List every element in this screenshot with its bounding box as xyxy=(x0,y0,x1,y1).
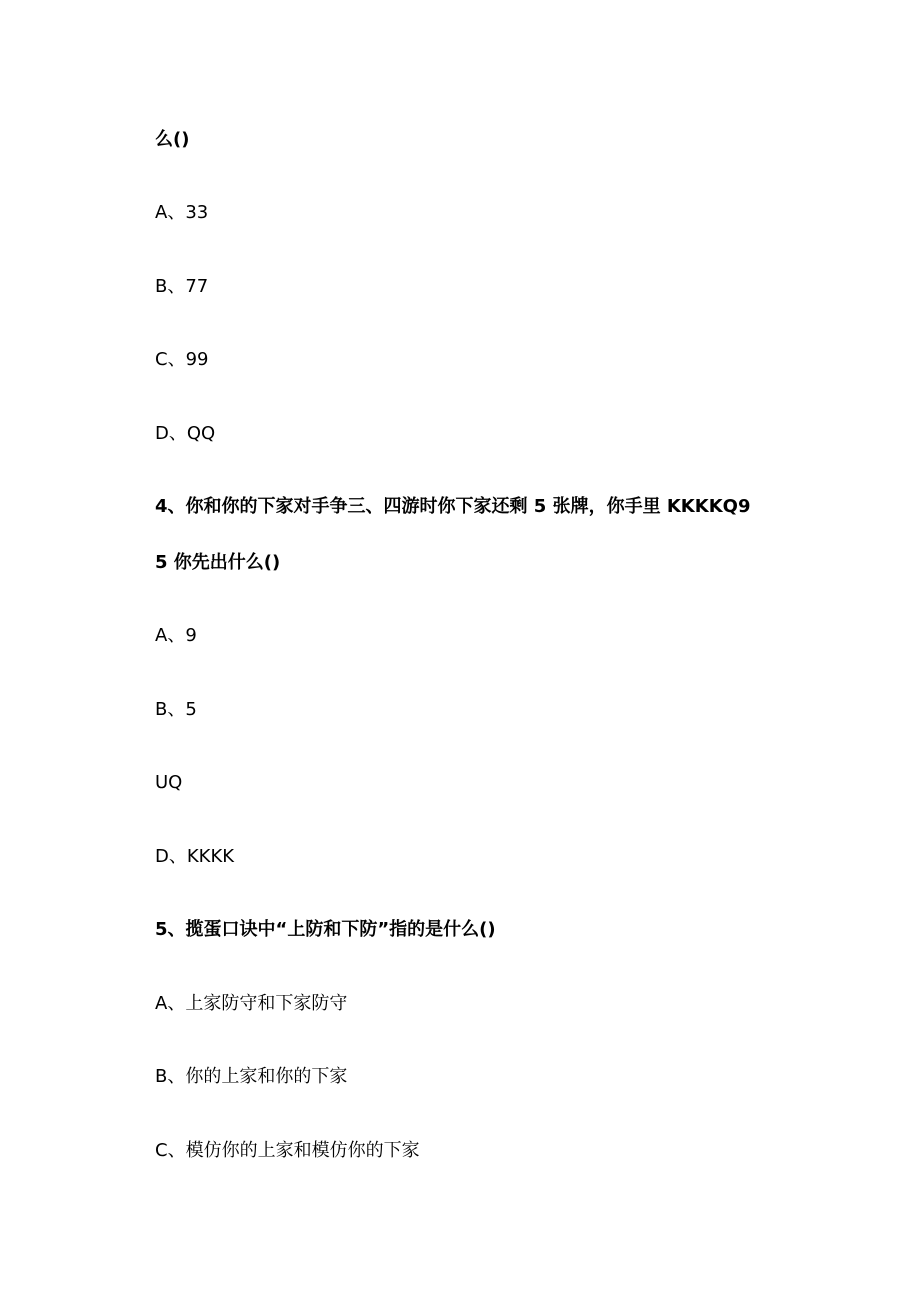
question-5-option-b: B、你的上家和你的下家 xyxy=(155,1066,348,1087)
question-3-stem-tail: 么() xyxy=(155,129,190,150)
question-4-option-c: UQ xyxy=(155,772,183,793)
question-5-option-a: A、上家防守和下家防守 xyxy=(155,993,348,1014)
question-3-option-c: C、99 xyxy=(155,349,209,370)
question-3-option-b: B、77 xyxy=(155,276,209,297)
question-3-option-a: A、33 xyxy=(155,202,209,223)
question-3-option-d: D、QQ xyxy=(155,423,216,444)
question-5-option-c: C、模仿你的上家和模仿你的下家 xyxy=(155,1140,420,1161)
question-4-option-a: A、9 xyxy=(155,625,197,646)
question-4-option-d: D、KKKK xyxy=(155,846,235,867)
question-4-option-b: B、5 xyxy=(155,699,197,720)
question-5-stem: 5、揽蛋口诀中“上防和下防”指的是什么() xyxy=(155,919,496,940)
question-4-stem-line-2: 5 你先出什么() xyxy=(155,552,281,573)
question-4-stem-line-1: 4、你和你的下家对手争三、四游时你下家还剩 5 张牌，你手里 KKKKQ9 xyxy=(155,496,751,517)
